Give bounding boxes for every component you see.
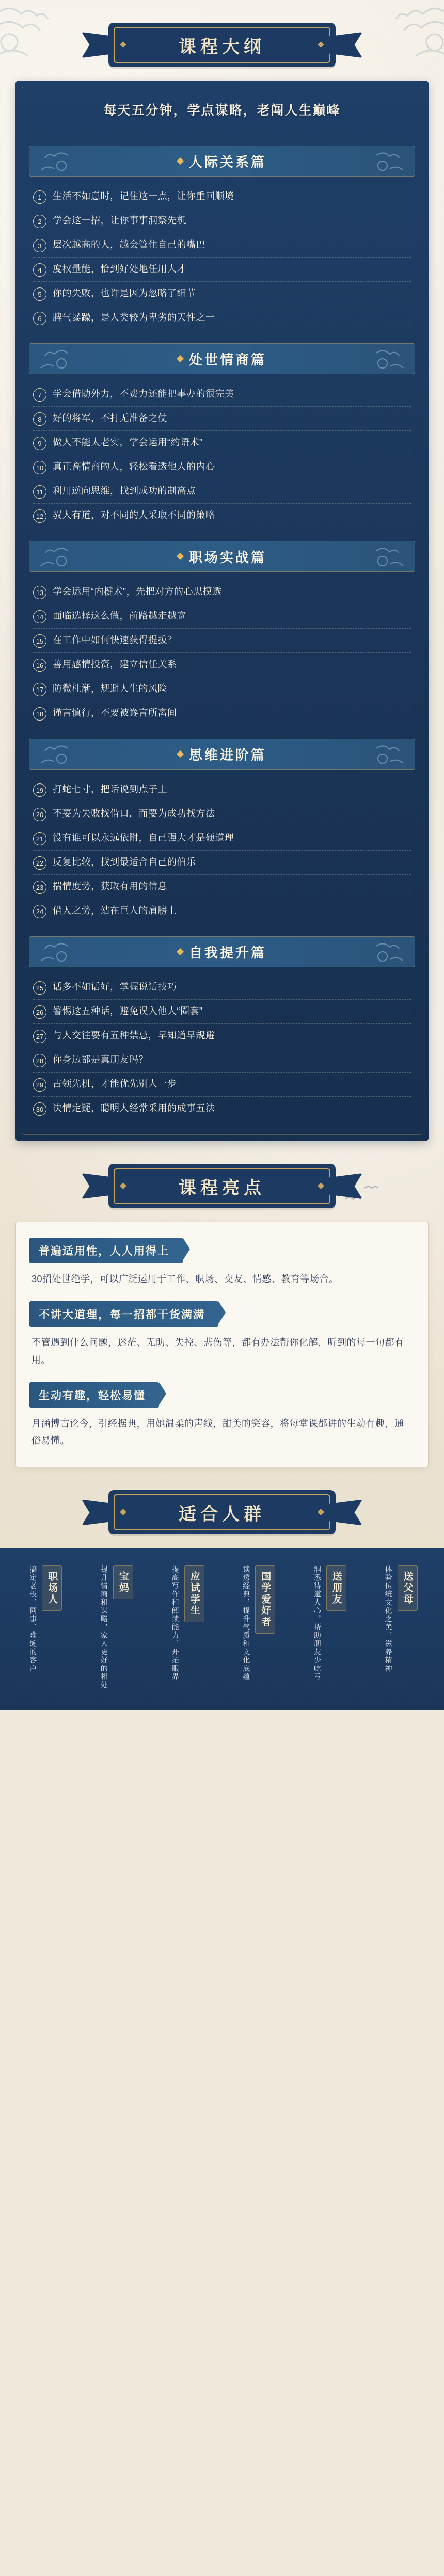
highlight-banner	[108, 1164, 336, 1208]
list-item	[33, 604, 411, 629]
section-header-4	[29, 936, 415, 967]
cloud-icon	[34, 543, 70, 572]
list-item	[33, 975, 411, 1000]
item-label: 决情定疑，聪明人经常采用的成事五法	[53, 1103, 215, 1113]
item-label: 学会借助外力，不费力还能把事办的很完美	[53, 389, 234, 399]
list-item	[33, 778, 411, 802]
item-number: 10	[33, 461, 46, 474]
audience-desc: 读透经典，提升气质和文化底蕴	[242, 1565, 251, 1682]
item-number: 15	[33, 634, 46, 648]
audience-title: 国学爱好者	[255, 1565, 275, 1634]
item-number: 12	[33, 509, 46, 523]
item-number: 6	[33, 312, 46, 325]
audience-column-4	[296, 1562, 362, 1689]
list-item	[33, 407, 411, 431]
item-label: 不要为失败找借口，而要为成功找方法	[53, 808, 215, 819]
list-item	[33, 282, 411, 306]
section-title-2: 职场实战篇	[188, 549, 266, 565]
highlight-banner-title: 课程亮点	[179, 1178, 265, 1198]
list-item	[33, 431, 411, 455]
item-number: 30	[33, 1102, 46, 1116]
outline-banner	[108, 23, 336, 67]
item-number: 19	[33, 783, 46, 797]
item-number: 9	[33, 437, 46, 450]
section-header-3	[29, 739, 415, 770]
audience-column-0	[11, 1562, 77, 1689]
item-label: 面临选择这么做，前路越走越宽	[53, 611, 186, 621]
audience-row	[0, 1557, 444, 1689]
item-label: 你身边都是真朋友吗？	[53, 1054, 148, 1065]
diamond-icon	[177, 553, 184, 560]
list-item	[33, 677, 411, 701]
audience-title: 送父母	[398, 1565, 418, 1611]
item-label: 做人不能太老实，学会运用“约语术”	[53, 437, 203, 447]
audience-title: 送朋友	[326, 1565, 346, 1611]
item-number: 16	[33, 659, 46, 672]
item-number: 2	[33, 215, 46, 228]
item-number: 17	[33, 683, 46, 696]
item-number: 11	[33, 485, 46, 499]
cloud-icon	[374, 148, 410, 177]
item-number: 4	[33, 263, 46, 277]
list-item	[33, 382, 411, 407]
item-label: 话多不如话好，掌握说话技巧	[53, 982, 177, 992]
highlight-tag-2: 生动有趣，轻松易懂	[29, 1382, 159, 1408]
audience-banner-title: 适合人群	[179, 1504, 265, 1524]
cloud-icon	[34, 939, 70, 967]
list-item	[33, 1000, 411, 1024]
section-items-3	[29, 778, 415, 923]
list-item	[33, 1097, 411, 1121]
cloud-icon	[34, 346, 70, 374]
item-label: 谨言慎行，不要被谗言所离间	[53, 708, 177, 718]
cloud-icon	[374, 543, 410, 572]
cloud-icon	[374, 939, 410, 967]
item-label: 打蛇七寸，把话说到点子上	[53, 784, 167, 794]
audience-banner	[108, 1490, 336, 1534]
item-label: 善用感情投资，建立信任关系	[53, 659, 177, 669]
highlight-tag-1: 不讲大道理，每一招都干货满满	[29, 1301, 218, 1327]
highlight-tag-0: 普遍适用性，人人用得上	[29, 1238, 183, 1263]
item-number: 13	[33, 586, 46, 599]
item-number: 25	[33, 981, 46, 995]
item-label: 反复比较，找到最适合自己的伯乐	[53, 857, 196, 867]
highlight-card	[15, 1222, 429, 1467]
item-number: 20	[33, 808, 46, 821]
list-item	[33, 851, 411, 875]
outline-banner-title: 课程大纲	[179, 37, 265, 57]
list-item	[33, 455, 411, 479]
audience-desc: 提升情商和谋略，家人更好的相处	[100, 1565, 108, 1690]
list-item	[33, 629, 411, 653]
section-items-0	[29, 185, 415, 330]
diamond-icon	[177, 750, 184, 758]
highlight-banner-wrap	[0, 1141, 444, 1222]
item-label: 层次越高的人，越会管住自己的嘴巴	[53, 239, 205, 250]
diamond-icon	[177, 948, 184, 955]
item-label: 在工作中如何快速获得提拔？	[53, 635, 177, 645]
item-number: 26	[33, 1005, 46, 1019]
item-label: 学会运用“内楗术”，先把对方的心思摸透	[53, 586, 222, 597]
item-number: 23	[33, 881, 46, 894]
audience-desc: 体验传统文化之美，滋养精神	[384, 1565, 393, 1673]
cloud-icon	[374, 741, 410, 770]
item-label: 生活不如意时，记住这一点，让你重回顺境	[53, 191, 234, 201]
item-number: 27	[33, 1030, 46, 1043]
list-item	[33, 185, 411, 209]
item-label: 揣情度势，获取有用的信息	[53, 881, 167, 891]
list-item	[33, 233, 411, 258]
item-label: 利用逆向思维，找到成功的制高点	[53, 486, 196, 496]
item-label: 度权量能，恰到好处地任用人才	[53, 264, 186, 274]
outline-banner-wrap	[0, 0, 444, 81]
cloud-icon	[374, 346, 410, 374]
item-label: 脾气暴躁，是人类较为卑劣的天性之一	[53, 312, 215, 323]
diamond-icon	[177, 157, 184, 165]
item-number: 14	[33, 610, 46, 623]
section-header-1	[29, 343, 415, 374]
audience-column-5	[367, 1562, 433, 1689]
item-number: 18	[33, 707, 46, 721]
highlight-body-2: 月涵博古论今，引经据典，用她温柔的声线，甜美的笑容，将每堂课都讲的生动有趣，通俗易懂。	[31, 1418, 404, 1446]
item-number: 24	[33, 905, 46, 918]
audience-title: 应试学生	[184, 1565, 204, 1622]
item-label: 与人交往要有五种禁忌，早知道早规避	[53, 1030, 215, 1041]
item-label: 没有谁可以永远依附，自己强大才是硬道理	[53, 833, 234, 843]
section-title-4: 自我提升篇	[188, 945, 266, 961]
section-items-4	[29, 975, 415, 1121]
item-label: 占领先机，才能优先别人一步	[53, 1079, 177, 1089]
audience-column-3	[225, 1562, 291, 1689]
section-title-3: 思维进阶篇	[188, 747, 266, 763]
section-header-2	[29, 541, 415, 572]
audience-desc: 提高写作和阅读能力，开拓眼界	[171, 1565, 180, 1682]
section-items-2	[29, 580, 415, 725]
list-item	[33, 1024, 411, 1048]
item-label: 你的失败，也许是因为忽略了细节	[53, 288, 196, 298]
list-item	[33, 899, 411, 923]
section-title-1: 处世情商篇	[188, 351, 266, 367]
item-label: 好的将军，不打无准备之仗	[53, 413, 167, 423]
item-number: 8	[33, 412, 46, 426]
list-item	[33, 875, 411, 899]
audience-column-1	[83, 1562, 149, 1689]
cloud-icon	[34, 148, 70, 177]
list-item	[33, 701, 411, 725]
list-item	[33, 802, 411, 826]
list-item	[33, 1073, 411, 1097]
item-label: 借人之势，站在巨人的肩膀上	[53, 905, 177, 916]
audience-title: 职场人	[42, 1565, 62, 1611]
audience-column-2	[153, 1562, 219, 1689]
item-number: 28	[33, 1054, 46, 1067]
audience-section	[0, 1548, 444, 1710]
list-item	[33, 479, 411, 504]
section-items-1	[29, 382, 415, 527]
list-item	[33, 1048, 411, 1073]
item-label: 防微杜渐，规避人生的风险	[53, 683, 167, 694]
cloud-icon	[34, 741, 70, 770]
item-label: 驭人有道，对不同的人采取不同的策略	[53, 510, 215, 520]
item-number: 1	[33, 190, 46, 204]
audience-banner-wrap	[0, 1467, 444, 1548]
list-item	[33, 580, 411, 604]
outline-card	[15, 81, 429, 1141]
section-header-0	[29, 146, 415, 177]
item-number: 22	[33, 856, 46, 870]
item-number: 21	[33, 832, 46, 845]
item-number: 5	[33, 287, 46, 301]
list-item	[33, 504, 411, 527]
highlight-body-0: 30招处世绝学，可以广泛运用于工作、职场、交友、情感、教育等场合。	[31, 1274, 339, 1284]
item-label: 学会这一招，让你事事洞察先机	[53, 215, 186, 226]
section-title-0: 人际关系篇	[188, 154, 266, 170]
list-item	[33, 826, 411, 851]
item-label: 警惕这五种话，避免误入他人“圈套”	[53, 1006, 203, 1016]
outline-subtitle: 每天五分钟，学点谋略，老闯人生巅峰	[103, 103, 341, 118]
audience-desc: 洞悉待道人心，帮助朋友少吃亏	[313, 1565, 322, 1682]
item-number: 3	[33, 239, 46, 252]
list-item	[33, 209, 411, 233]
item-number: 7	[33, 388, 46, 402]
audience-desc: 搞定老板、同事、难缠的客户	[29, 1565, 38, 1673]
highlight-body-1: 不管遇到什么问题，迷茫、无助、失控、悲伤等，都有办法帮你化解，听到的每一句都有用。	[31, 1337, 404, 1365]
list-item	[33, 258, 411, 282]
list-item	[33, 653, 411, 677]
audience-title: 宝妈	[113, 1565, 133, 1599]
item-number: 29	[33, 1078, 46, 1092]
list-item	[33, 306, 411, 330]
diamond-icon	[177, 355, 184, 362]
item-label: 真正高情商的人，轻松看透他人的内心	[53, 461, 215, 472]
